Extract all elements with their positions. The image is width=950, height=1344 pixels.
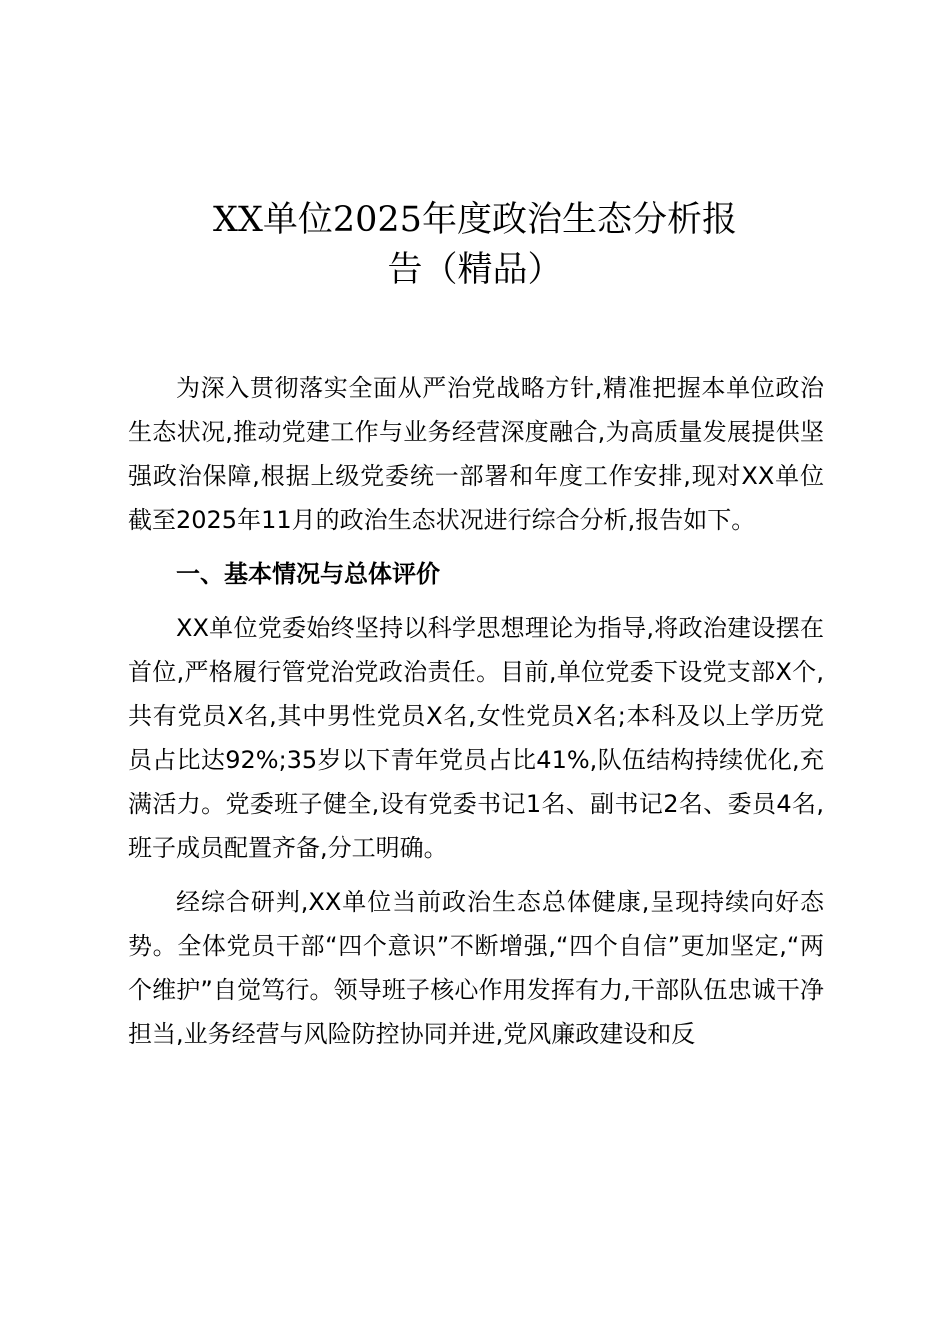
title-line-2: 告（精品） [387,250,563,290]
section-1-paragraph-2: 经综合研判,XX单位当前政治生态总体健康,呈现持续向好态势。全体党员干部“四个意识”不断增强,“四个自信”更加坚定,“两个维护”自觉笃行。领导班子核心作用发挥有力,干部队伍忠诚干净担当,业务经营与风险防控协同并进,党风廉政建设和反 [128,888,824,1048]
document-title [130,195,820,295]
section-1-heading: 一、基本情况与总体评价 [176,560,440,588]
title-line-1: XX单位2025年度政治生态分析报 [213,200,737,240]
document-body [128,366,824,1066]
intro-paragraph: 为深入贯彻落实全面从严治党战略方针,精准把握本单位政治生态状况,推动党建工作与业务经营深度融合,为高质量发展提供坚强政治保障,根据上级党委统一部署和年度工作安排,现对XX单位截至2025年11月的政治生态状况进行综合分析,报告如下。 [128,374,824,534]
section-1-paragraph-1: XX单位党委始终坚持以科学思想理论为指导,将政治建设摆在首位,严格履行管党治党政治责任。目前,单位党委下设党支部X个,共有党员X名,其中男性党员X名,女性党员X名;本科及以上学历党员占比达92%;35岁以下青年党员占比41%,队伍结构持续优化,充满活力。党委班子健全,设有党委书记1名、副书记2名、委员4名,班子成员配置齐备,分工明确。 [128,614,824,862]
